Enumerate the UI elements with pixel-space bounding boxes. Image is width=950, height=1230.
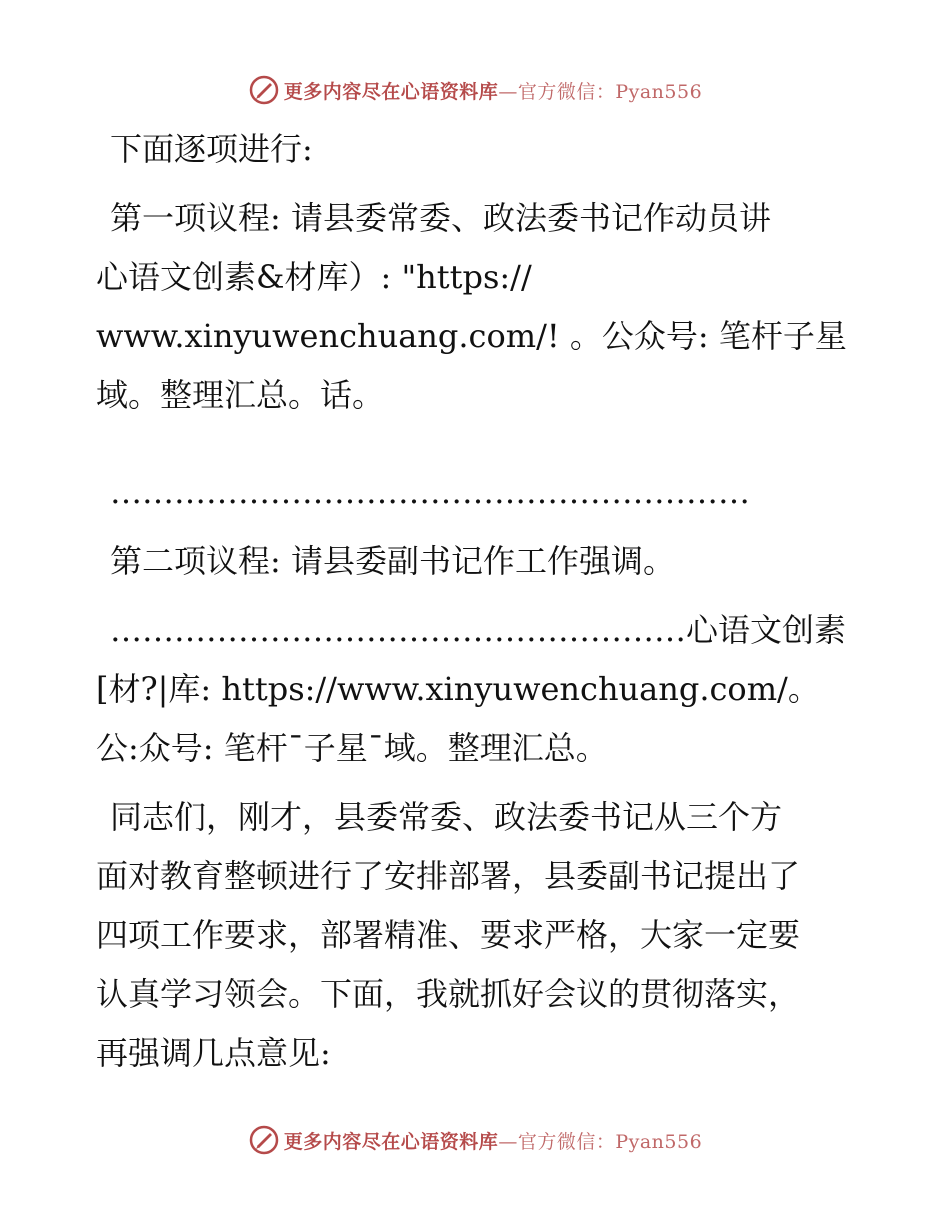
agenda-item-1-line3: www.xinyuwenchuang.com/! 。公众号: 笔杆子星 — [96, 317, 847, 355]
watermark-main: 更多内容尽在心语资料库 — [283, 1130, 499, 1153]
agenda-item-1-line1: 第一项议程: 请县委常委、政法委书记作动员讲 — [110, 199, 771, 237]
header-watermark — [0, 70, 950, 110]
watermark-text — [284, 77, 702, 104]
paragraph-source-line3: 公:众号: 笔杆¯子星¯域。整理汇总。 — [96, 729, 608, 767]
watermark-wechat-id: Pyan556 — [615, 1130, 703, 1153]
ellipsis-separator-1: …………………………………………………… — [110, 473, 750, 511]
watermark-main: 更多内容尽在心语资料库 — [283, 80, 499, 103]
watermark-dash: — — [498, 80, 518, 103]
paragraph-speech-line3: 四项工作要求，部署精准、要求严格，大家一定要 — [96, 916, 801, 954]
watermark-wechat-label: 官方微信： — [517, 80, 616, 103]
quill-seal-icon — [248, 1124, 280, 1156]
paragraph-source-line1: ………………………………………………心语文创素 — [110, 611, 847, 649]
paragraph-speech-line1: 同志们，刚才，县委常委、政法委书记从三个方 — [110, 798, 783, 836]
paragraph-speech-line2: 面对教育整顿进行了安排部署，县委副书记提出了 — [96, 857, 801, 895]
agenda-item-1-line2: 心语文创素&材库）: "https:// — [96, 258, 532, 296]
paragraph-speech-line4: 认真学习领会。下面，我就抓好会议的贯彻落实， — [96, 975, 801, 1013]
watermark-wechat-label: 官方微信： — [517, 1130, 616, 1153]
watermark-text — [284, 1127, 702, 1154]
document-body — [96, 120, 856, 1083]
paragraph-intro: 下面逐项进行: — [110, 130, 313, 168]
paragraph-speech-line5: 再强调几点意见: — [96, 1034, 331, 1072]
agenda-item-1-line4: 域。整理汇总。话。 — [96, 376, 385, 414]
footer-watermark — [0, 1120, 950, 1160]
watermark-dash: — — [498, 1130, 518, 1153]
quill-seal-icon — [248, 74, 280, 106]
watermark-wechat-id: Pyan556 — [615, 80, 703, 103]
paragraph-source-line2: [材?|库: https://www.xinyuwenchuang.com/。 — [96, 670, 820, 708]
agenda-item-2: 第二项议程: 请县委副书记作工作强调。 — [110, 542, 675, 580]
